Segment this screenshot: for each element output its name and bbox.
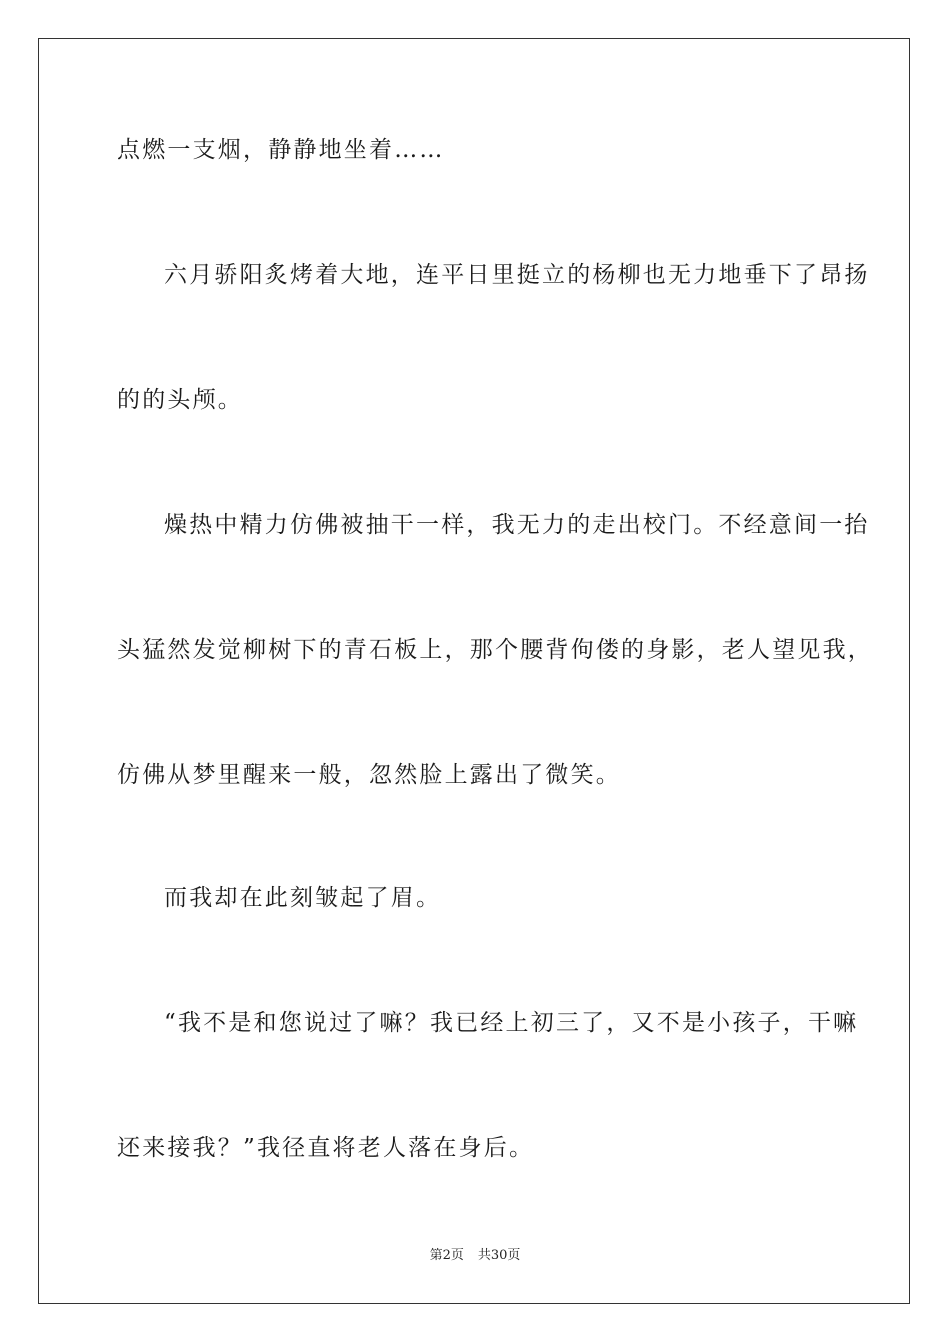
text-line-4: 燥热中精力仿佛被抽干一样，我无力的走出校门。不经意间一抬 xyxy=(164,512,870,538)
page-total: 共30页 xyxy=(477,1248,521,1263)
text-line-8: “我不是和您说过了嘛？我已经上初三了，又不是小孩子，干嘛 xyxy=(164,1010,859,1036)
text-line-5: 头猛然发觉柳树下的青石板上，那个腰背佝偻的身影，老人望见我， xyxy=(117,637,873,663)
page-number: 第2页 xyxy=(429,1248,464,1263)
text-line-6: 仿佛从梦里醒来一般，忽然脸上露出了微笑。 xyxy=(117,762,621,788)
text-line-3: 的的头颅。 xyxy=(117,387,243,413)
text-line-1: 点燃一支烟，静静地坐着…… xyxy=(117,137,445,163)
page-footer xyxy=(0,1247,950,1265)
text-line-2: 六月骄阳炙烤着大地，连平日里挺立的杨柳也无力地垂下了昂扬 xyxy=(164,262,870,288)
text-line-9: 还来接我？”我径直将老人落在身后。 xyxy=(117,1135,535,1161)
text-line-7: 而我却在此刻皱起了眉。 xyxy=(164,885,442,911)
page-border xyxy=(38,38,910,1304)
